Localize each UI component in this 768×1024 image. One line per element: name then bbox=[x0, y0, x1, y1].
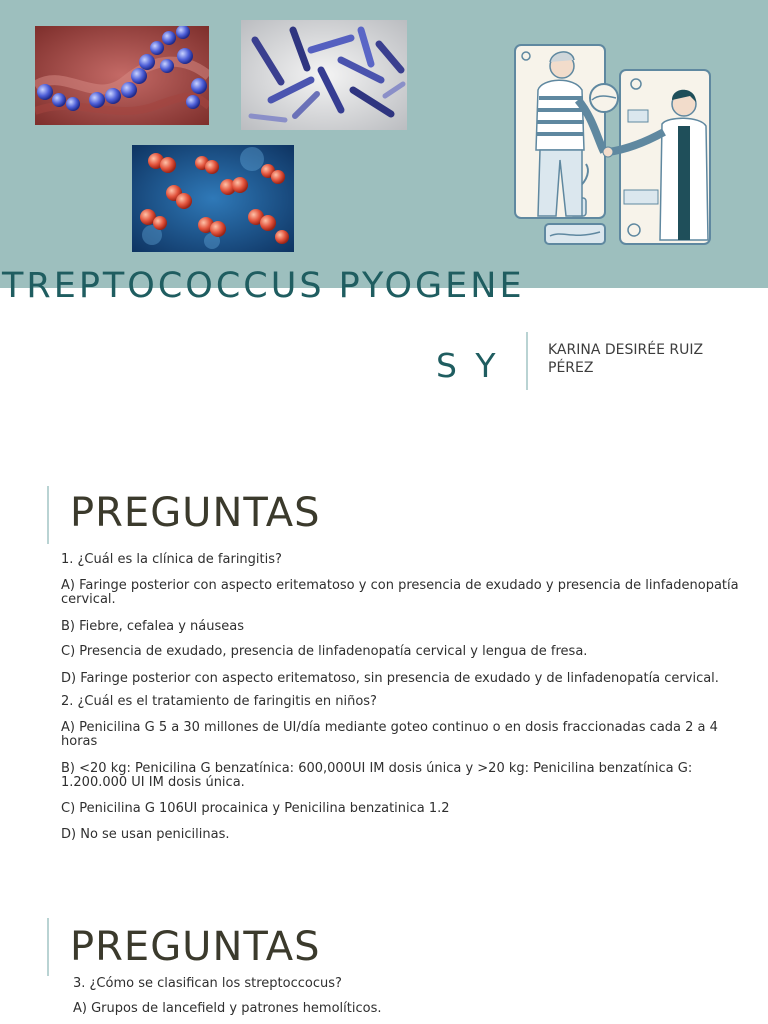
question-3-option-a: A) Grupos de lancefield y patrones hemolíticos. bbox=[73, 1001, 382, 1016]
questions-slide-2 bbox=[0, 880, 768, 1024]
cocci-chain-photo bbox=[35, 26, 209, 125]
question-1: 1. ¿Cuál es la clínica de faringitis? bbox=[61, 552, 282, 567]
author-name: KARINA DESIRÉE RUIZ PÉREZ bbox=[548, 342, 704, 376]
title-slide bbox=[0, 0, 768, 440]
presentation-title-continuation: S Y bbox=[436, 346, 500, 385]
question-2-option-a: A) Penicilina G 5 a 30 millones de UI/día mediante goteo continuo o en dosis fraccionadas cada 2 a 4 horas bbox=[61, 720, 718, 749]
question-1-option-c: C) Presencia de exudado, presencia de linfadenopatía cervical y lengua de fresa. bbox=[61, 644, 588, 659]
heading-accent-bar bbox=[47, 486, 49, 544]
question-2-option-c: C) Penicilina G 106UI procainica y Penicilina benzatinica 1.2 bbox=[61, 801, 450, 816]
questions-heading: PREGUNTAS bbox=[70, 490, 321, 536]
question-2-option-b: B) <20 kg: Penicilina G benzatínica: 600,000UI IM dosis única y >20 kg: Penicilina benzatínica G: 1.200.000 UI IM dosis única. bbox=[61, 761, 693, 790]
question-1-option-b: B) Fiebre, cefalea y náuseas bbox=[61, 619, 245, 634]
doctor-patient-illustration bbox=[512, 40, 718, 248]
title-divider bbox=[526, 332, 528, 390]
question-1-option-a: A) Faringe posterior con aspecto eritematoso y con presencia de exudado y presencia de linfadenopatía cervical. bbox=[61, 578, 739, 607]
questions-slide-1 bbox=[0, 440, 768, 880]
heading-accent-bar bbox=[47, 918, 49, 976]
questions-heading: PREGUNTAS bbox=[70, 924, 321, 970]
presentation-title: TREPTOCOCCUS PYOGENE bbox=[2, 266, 525, 306]
diplococci-photo bbox=[132, 145, 294, 252]
question-2-option-d: D) No se usan penicilinas. bbox=[61, 827, 230, 842]
question-2: 2. ¿Cuál es el tratamiento de faringitis en niños? bbox=[61, 694, 377, 709]
question-3: 3. ¿Cómo se clasifican los streptoccocus? bbox=[73, 976, 342, 991]
bacilli-photo bbox=[241, 20, 407, 130]
question-1-option-d: D) Faringe posterior con aspecto eritematoso, sin presencia de exudado y de linfadenopatía cervical. bbox=[61, 671, 719, 686]
